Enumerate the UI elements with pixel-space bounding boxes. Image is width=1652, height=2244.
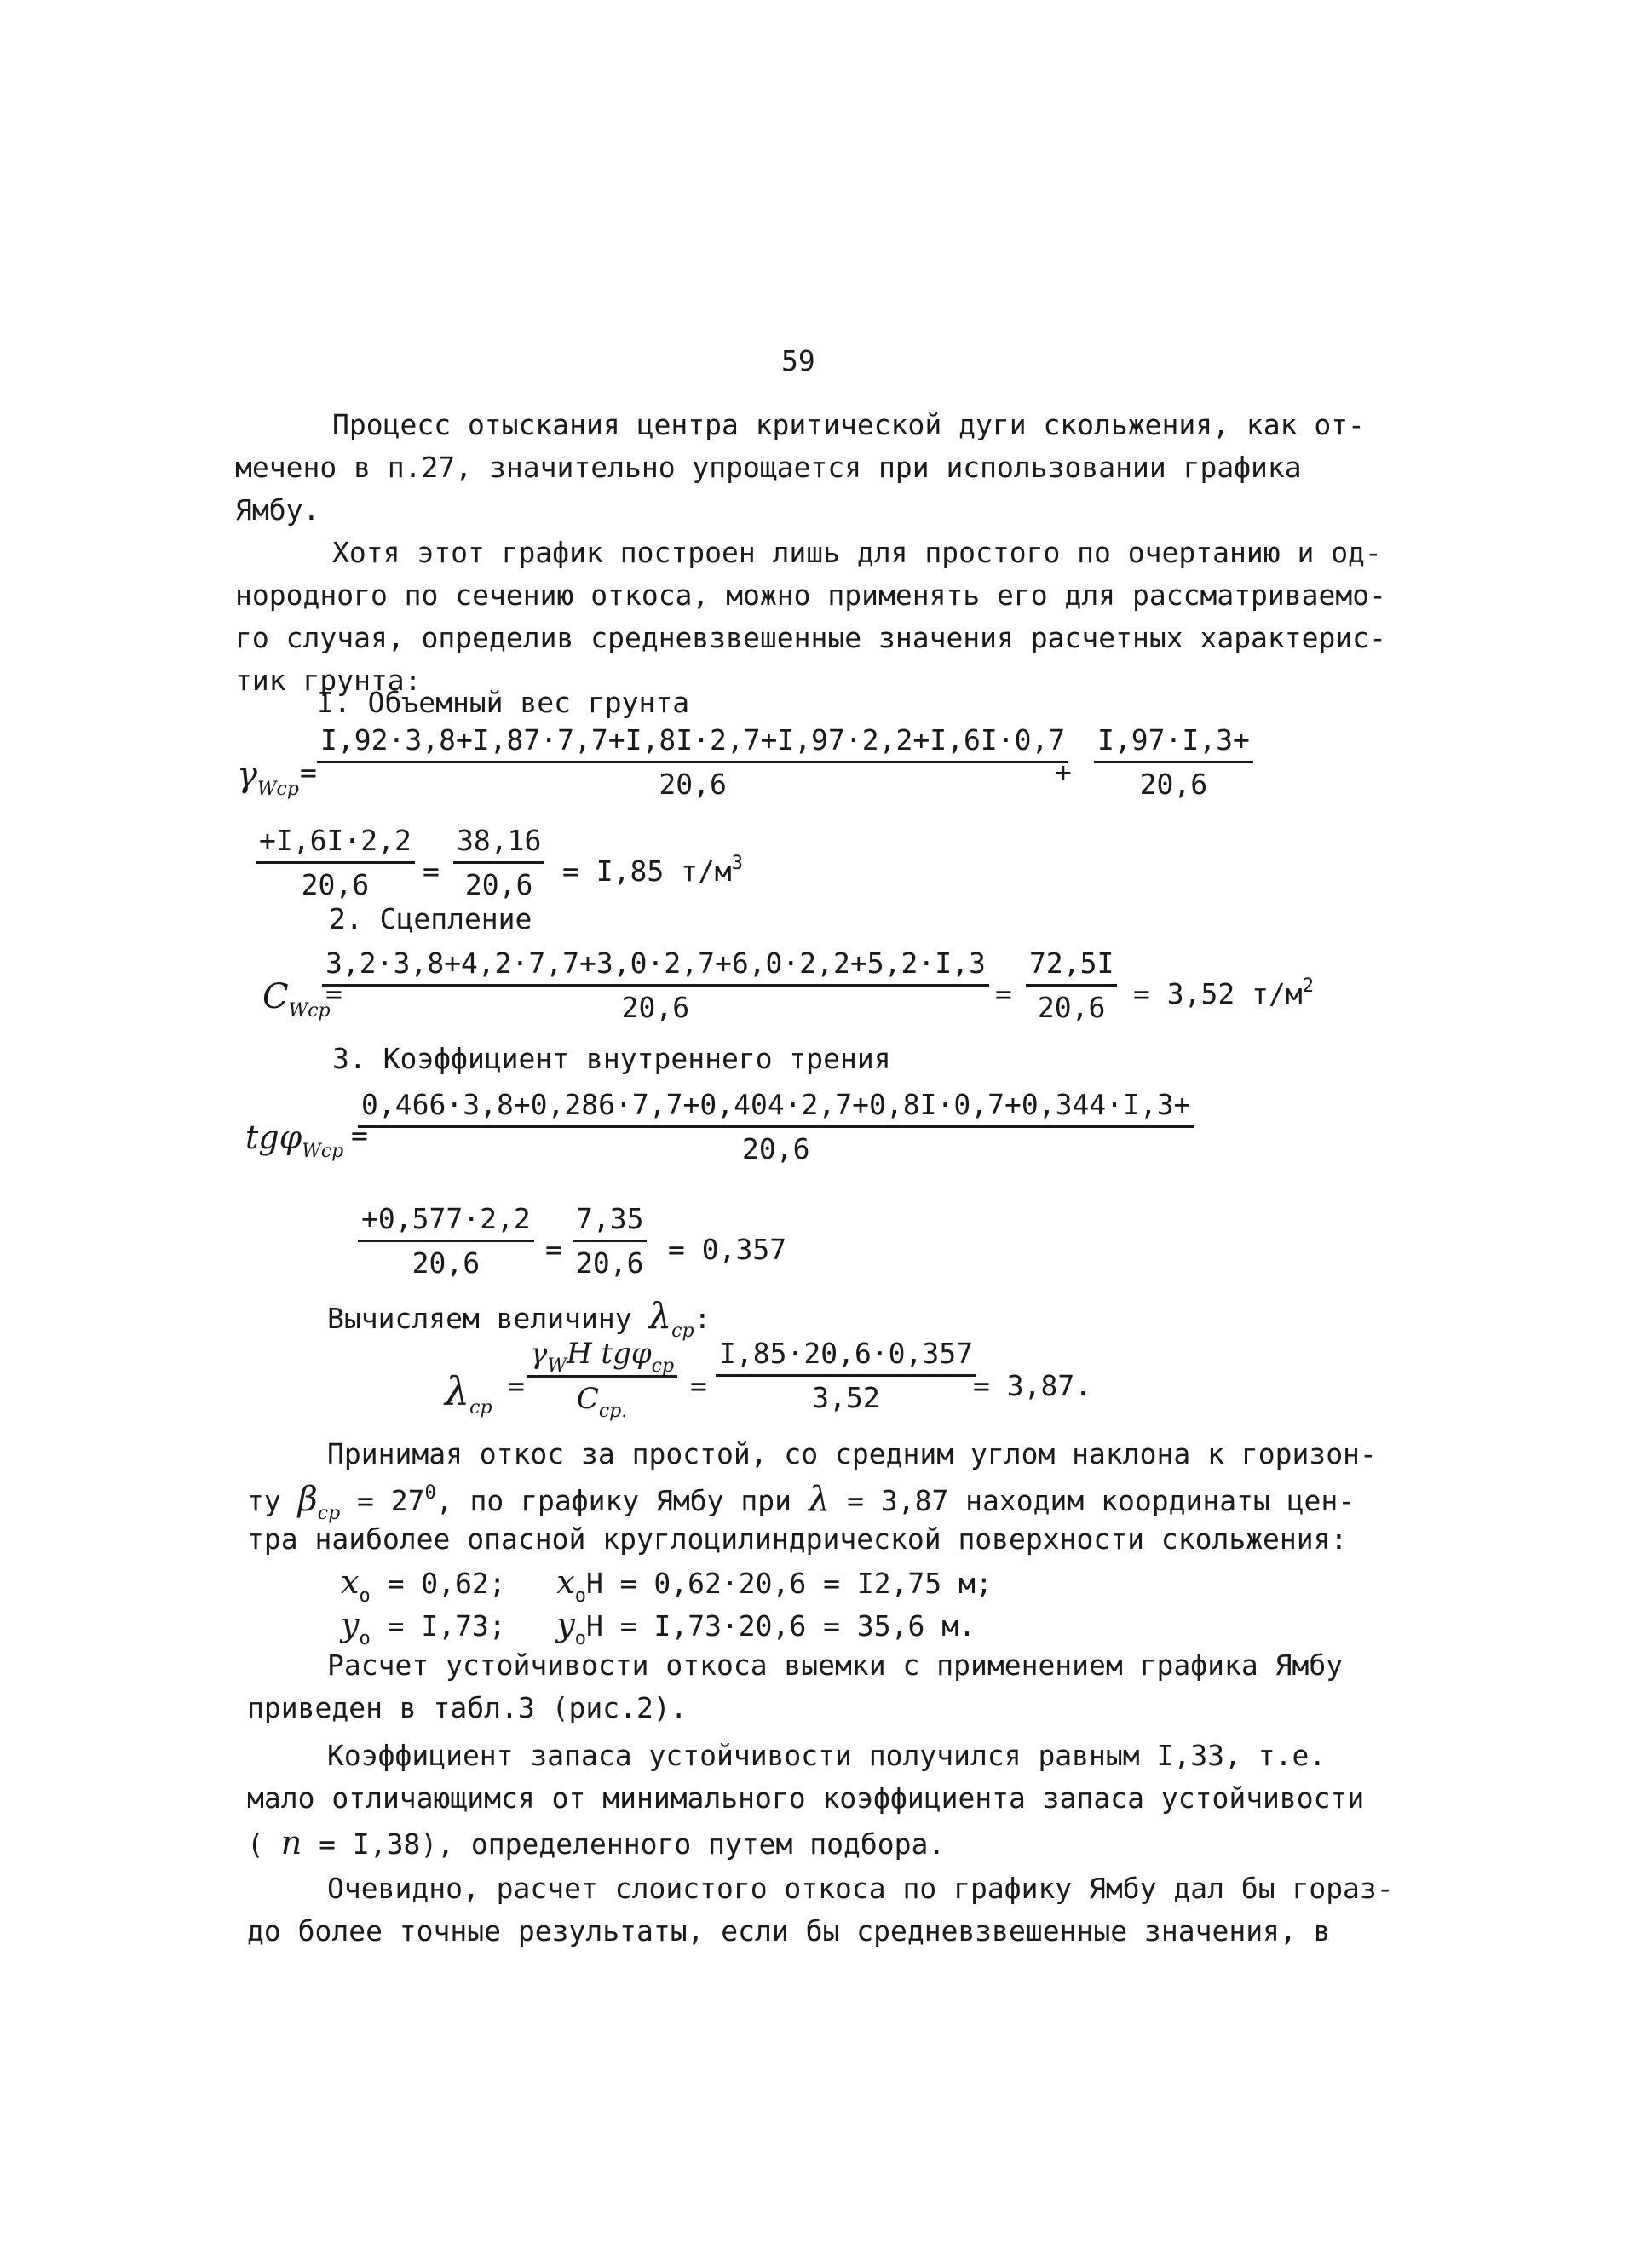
text-line [247,1480,1356,1524]
result-value: = 3,52 т/м [1133,977,1303,1010]
text-line: го случая, определив средневзвешенные значения расчетных характерис- [235,621,1387,654]
text-line: мечено в п.27, значительно упрощается при использовании графика [235,451,1302,484]
numerator: I,85·20,6·0,357 [716,1339,976,1377]
symbol-x: x [341,1563,360,1601]
subscript: o [574,1585,586,1607]
coordinate-y [341,1606,976,1649]
fraction [1026,947,1117,1024]
subscript: Wср [288,1000,331,1021]
fraction [527,1337,677,1422]
text-line [327,1295,711,1342]
result: = 3,87. [973,1369,1092,1402]
symbol-beta: β [297,1480,318,1519]
symbol-tg-phi: tgφ [245,1119,302,1156]
equals-sign: = [325,977,342,1010]
denominator: 20,6 [464,868,533,901]
equals-sign: = [508,1369,525,1402]
denominator: 20,6 [412,1246,481,1280]
equals-sign: = [690,1369,707,1402]
equals-sign: = [545,1233,562,1266]
subscript: o [359,1585,371,1607]
numerator: I,97·I,3+ [1094,726,1253,763]
superscript: 3 [731,853,743,874]
subscript: o [574,1628,586,1649]
symbol-y: y [341,1606,360,1643]
fraction [1094,723,1253,801]
denominator [527,1378,677,1422]
symbol-gamma: γ [237,756,257,795]
symbol-c: C [576,1382,599,1416]
subscript: ср. [598,1401,628,1422]
symbol-gamma: γ [530,1337,548,1371]
text-span: H = 0,62·20,6 = I2,75 м; [585,1567,993,1600]
symbol-lambda: λ [808,1480,831,1519]
superscript: 2 [1302,975,1314,997]
text-span: ( [247,1827,264,1861]
fraction [317,723,1068,801]
result-value: = I,85 т/м [562,854,732,888]
fraction [453,826,544,899]
text-span: ту [247,1484,281,1517]
symbol-lambda: λ [445,1368,470,1414]
fraction [358,1202,534,1280]
numerator: 0,466·3,8+0,286·7,7+0,404·2,7+0,8I·0,7+0,344·I,3+ [358,1090,1194,1128]
denominator: 20,6 [301,868,370,901]
text-line: приведен в табл.3 (рис.2). [247,1691,688,1724]
numerator [527,1339,677,1378]
colon: : [694,1302,711,1335]
subscript: ср [671,1321,694,1342]
superscript: 0 [424,1482,436,1504]
coordinate-x [341,1563,993,1607]
numerator: +I,6I·2,2 [256,826,415,864]
fraction [573,1202,647,1280]
section-heading: 2. Сцепление [329,902,532,935]
text-span: = 0,62; [387,1567,506,1600]
subscript: ср [317,1503,341,1524]
symbol-x: x [556,1563,575,1601]
denominator: 3,52 [812,1381,880,1414]
fraction [358,1090,1194,1163]
result [1133,975,1314,1010]
text-span: = 3,87 находим координаты цен- [847,1484,1356,1517]
text-line: нородного по сечению откоса, можно применять его для рассматриваемо- [235,578,1387,612]
text-span: , по графику Ямбу при [435,1484,791,1517]
symbol-lambda: λ [648,1295,672,1337]
text-line: Ямбу. [235,493,320,526]
subscript: ср [469,1397,492,1418]
subscript: Wср [302,1141,344,1162]
equals-sign: = [300,756,317,789]
numerator: +0,577·2,2 [358,1205,534,1242]
numerator: I,92·3,8+I,87·7,7+I,8I·2,7+I,97·2,2+I,6I·0,7 [317,726,1068,763]
text-line: Принимая откос за простой, со средним углом наклона к горизон- [327,1437,1377,1470]
section-heading: 3. Коэффициент внутреннего трения [332,1042,891,1075]
denominator: 20,6 [742,1132,810,1165]
text-line: тик грунта: [235,664,422,697]
numerator: 3,2·3,8+4,2·7,7+3,0·2,7+6,0·2,2+5,2·I,3 [322,949,989,987]
text-line: тра наиболее опасной круглоцилиндрической поверхности скольжения: [247,1522,1348,1556]
denominator: 20,6 [621,991,690,1024]
denominator: 20,6 [1139,768,1208,801]
fraction [716,1339,976,1412]
plus-sign: + [1055,756,1072,789]
text-line: до более точные результаты, если бы средневзвешенные значения, в [247,1914,1331,1948]
denominator: 20,6 [659,768,727,801]
text-line: Процесс отыскания центра критической дуги скольжения, как от- [332,408,1365,441]
page-number: 59 [781,344,815,377]
equals-sign: = [423,854,440,888]
fraction [322,947,989,1024]
text-span: = 27 [357,1484,425,1517]
result: = 0,357 [668,1233,787,1266]
numerator: 38,16 [453,826,544,864]
text-line: мало отличающимся от минимального коэффициента запаса устойчивости [247,1781,1365,1815]
denominator: 20,6 [576,1246,644,1280]
text-line: Хотя этот график построен лишь для простого по очертанию и од- [332,536,1382,569]
result [562,853,743,888]
numerator: 7,35 [573,1205,647,1242]
text-line: Коэффициент запаса устойчивости получился равным I,33, т.е. [327,1739,1327,1772]
symbol-n: n [280,1824,302,1861]
symbol-c: C [262,977,289,1016]
fraction [256,826,415,899]
text-span: = I,73; [387,1609,506,1643]
equals-sign: = [995,977,1012,1010]
symbol-y: y [556,1606,575,1643]
text-line: Расчет устойчивости откоса выемки с применением графика Ямбу [327,1648,1344,1682]
numerator: 72,5I [1026,949,1117,987]
subscript: W [547,1355,567,1377]
section-heading: I. Объемный вес грунта [317,686,690,719]
equals-sign: = [351,1119,368,1152]
subscript: Wср [256,779,299,800]
numerator-rest: H tgφ [566,1337,652,1371]
text-span: = I,38), определенного путем подбора. [319,1827,946,1861]
text-line: Очевидно, расчет слоистого откоса по графику Ямбу дал бы гораз- [327,1872,1394,1905]
denominator: 20,6 [1037,991,1106,1024]
text-line [247,1824,946,1861]
text-span: H = I,73·20,6 = 35,6 м. [586,1609,976,1643]
compute-label: Вычисляем величину [327,1302,632,1335]
subscript: o [359,1628,371,1649]
subscript: ср [651,1355,675,1377]
